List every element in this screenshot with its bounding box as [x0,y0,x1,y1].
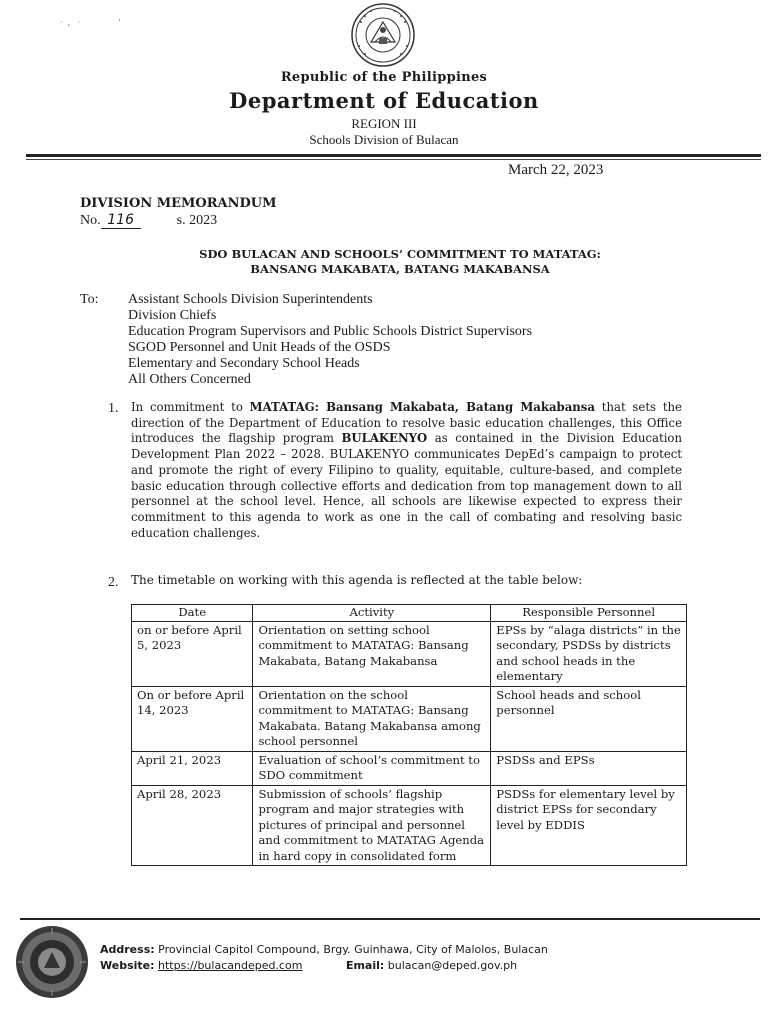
recipient-list [128,292,532,388]
footer-rule [20,918,760,920]
memo-subject-line1: SDO BULACAN AND SCHOOLS’ COMMITMENT TO MATATAG: [199,247,601,261]
p1-bold-bulakenyo: BULAKENYO [341,431,428,446]
col-header-personnel: Responsible Personnel [491,605,687,622]
memo-date: March 22, 2023 [508,162,604,178]
p1-text: In commitment to [131,400,250,414]
to-label: To: [80,292,99,307]
header-rule [26,154,761,157]
p1-bold-matatag: MATATAG: Bansang Makabata, Batang Makabansa [249,400,595,414]
paragraph-2: The timetable on working with this agenda is reflected at the table below: [131,573,583,587]
address-value: Provincial Capitol Compound, Brgy. Guinhawa, City of Malolos, Bulacan [158,943,548,956]
cell-activity: Orientation on setting school commitment to MATATAG: Bansang Makabata, Batang Makabansa [253,621,491,686]
sdo-bulacan-seal-logo [14,924,90,1000]
cell-activity: Orientation on the school commitment to MATATAG: Bansang Makabata. Batang Makabansa among school personnel [253,686,491,751]
footer-address [100,943,548,956]
memo-no-handwritten: 116 [101,212,141,229]
footer-contact [100,959,517,972]
cell-date: on or before April 5, 2023 [132,621,253,686]
table-header-row [132,605,687,622]
region-heading: REGION III [351,116,417,131]
table-row [132,751,687,785]
header-rule-thin [26,159,761,160]
address-label: Address: [100,943,155,956]
memo-subject-line2: BANSANG MAKABATA, BATANG MAKABANSA [250,262,550,276]
memo-series: s. 2023 [176,213,218,228]
p1-text: as contained in the Division Education Development Plan 2022 – 2028. BULAKENYO communicates DepEd’s campaign to protect and promote the right of every Filipino to quality, equitable, culture-based, and complete basic education through collective efforts and dedication from top management down to all personnel at the school level. Hence, all schools are likewise expected to express their commitment to this agenda to work as one in the call of combating and resolving basic education challenges. [131,431,682,540]
cell-personnel: School heads and school personnel [491,686,687,751]
cell-personnel: EPSs by “alaga districts” in the secondary, PSDSs by districts and school heads in the elementary [491,621,687,686]
email-label: Email: [345,959,385,972]
recipient-item: Division Chiefs [128,308,217,323]
table-row [132,785,687,866]
recipient-item: Elementary and Secondary School Heads [128,356,360,371]
scan-specks: · , · ' [60,18,121,27]
cell-personnel: PSDSs and EPSs [491,751,687,785]
recipient-item: Assistant Schools Division Superintendents [128,292,373,307]
recipient-item: SGOD Personnel and Unit Heads of the OSDS [128,340,391,355]
deped-seal-logo [335,2,431,68]
cell-date: April 21, 2023 [132,751,253,785]
memo-number [80,212,217,229]
col-header-date: Date [132,605,253,622]
col-header-activity: Activity [253,605,491,622]
p1-text: that sets the direction of the Department of Education to resolve basic education challenges, this Office introduces the flagship program [131,400,682,446]
item-number: 2. [108,575,119,590]
paragraph-1 [131,400,682,541]
item-number: 1. [108,401,119,416]
table-row [132,686,687,751]
recipient-item: All Others Concerned [128,372,251,387]
website-label: Website: [100,959,155,972]
email-value[interactable]: bulacan@deped.gov.ph [387,959,518,972]
recipient-item: Education Program Supervisors and Public Schools District Supervisors [128,324,533,339]
cell-activity: Evaluation of school’s commitment to SDO commitment [253,751,491,785]
division-heading: Schools Division of Bulacan [309,132,459,147]
timetable [131,604,687,866]
cell-date: April 28, 2023 [132,785,253,866]
cell-date: On or before April 14, 2023 [132,686,253,751]
cell-personnel: PSDSs for elementary level by district EPSs for secondary level by EDDIS [491,785,687,866]
website-link[interactable]: https://bulacandeped.com [158,959,303,972]
table-row [132,621,687,686]
republic-heading: Republic of the Philippines [280,70,488,85]
memo-type: DIVISION MEMORANDUM [80,196,277,211]
cell-activity: Submission of schools’ flagship program and major strategies with pictures of principal and personnel and commitment to MATATAG Agenda in hard copy in consolidated form [253,785,491,866]
department-heading: Department of Education [229,88,539,113]
memo-no-label: No. [80,213,101,228]
